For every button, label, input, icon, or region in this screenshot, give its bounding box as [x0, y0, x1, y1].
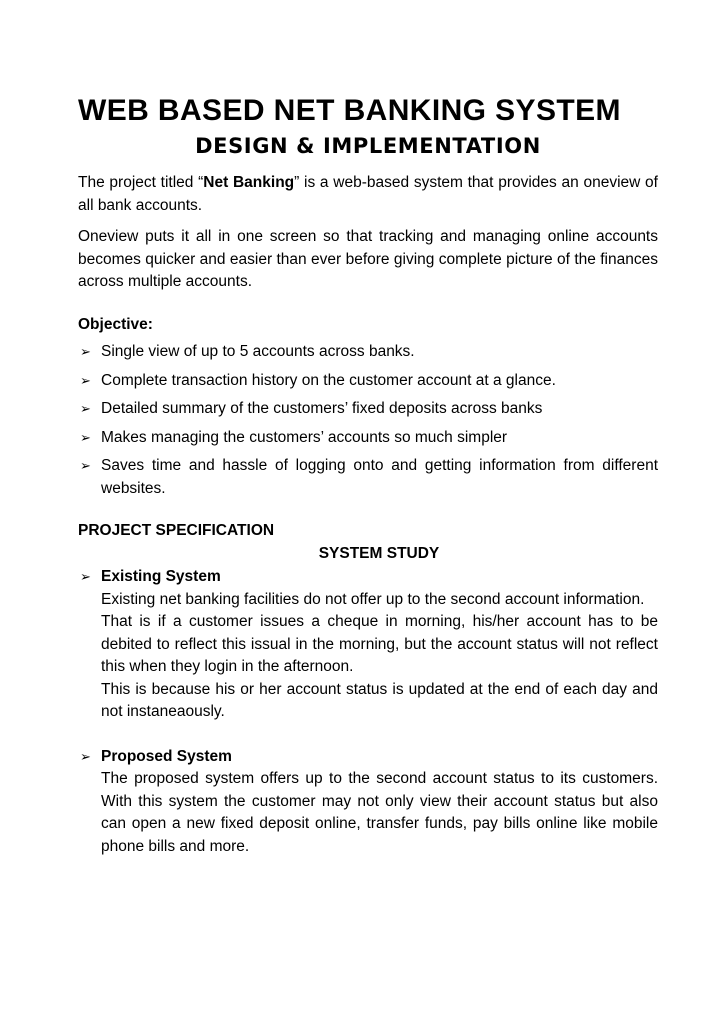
arrow-bullet-icon: ➢	[80, 748, 91, 764]
list-item	[78, 427, 658, 450]
proposed-system-paragraph: The proposed system offers up to the second account status to its customers. With this system the customer may not only view their account status but also can open a new fixed deposit online, transfer funds, pay bills online like mobile phone bills and more.	[101, 770, 658, 855]
intro-text-after: ” is a web-based system that provides an oneview of all bank accounts.	[78, 174, 658, 214]
objective-list	[78, 341, 658, 500]
document-subtitle: DESIGN & IMPLEMENTATION	[195, 134, 541, 158]
existing-system-title: Existing System	[101, 568, 221, 585]
proposed-system-title: Proposed System	[101, 747, 232, 765]
existing-system-paragraph: Existing net banking facilities do not offer up to the second account information.	[101, 590, 645, 608]
arrow-bullet-icon: ➢	[80, 344, 91, 359]
existing-system-paragraph: That is if a customer issues a cheque in morning, his/her account has to be debited to reflect this issual in the morning, but the account status will not reflect this when they login in the afternoon.	[101, 613, 658, 675]
proposed-system-section	[78, 746, 658, 859]
objective-text: Saves time and hassle of logging onto and getting information from different websites.	[101, 457, 658, 497]
objective-text: Detailed summary of the customers’ fixed deposits across banks	[101, 400, 543, 417]
list-item	[78, 455, 658, 500]
arrow-bullet-icon: ➢	[80, 429, 91, 445]
project-specification-heading: PROJECT SPECIFICATION	[78, 522, 275, 539]
intro-text-before: The project titled “	[78, 174, 204, 191]
arrow-bullet-icon: ➢	[80, 372, 91, 388]
list-item	[78, 370, 658, 393]
objective-heading: Objective:	[78, 315, 153, 333]
objective-text: Single view of up to 5 accounts across banks.	[101, 343, 415, 360]
system-study-heading: SYSTEM STUDY	[318, 544, 440, 562]
arrow-bullet-icon: ➢	[80, 569, 91, 584]
document-body	[78, 172, 658, 880]
objective-text: Complete transaction history on the customer account at a glance.	[101, 371, 556, 389]
intro-paragraph-1	[78, 172, 658, 217]
system-list	[78, 566, 658, 858]
list-item	[78, 341, 658, 364]
intro-bold-term: Net Banking	[203, 174, 295, 191]
arrow-bullet-icon: ➢	[80, 401, 91, 416]
objective-text: Makes managing the customers’ accounts so much simpler	[101, 428, 508, 446]
list-item	[78, 398, 658, 421]
arrow-bullet-icon: ➢	[80, 458, 91, 473]
intro-paragraph-2: Oneview puts it all in one screen so that tracking and managing online accounts becomes quicker and easier than ever before giving complete picture of the finances across multiple accounts.	[78, 228, 658, 290]
document-title: WEB BASED NET BANKING SYSTEM	[78, 94, 621, 127]
existing-system-section	[78, 566, 658, 724]
existing-system-paragraph: This is because his or her account status is updated at the end of each day and not instaneaously.	[101, 680, 658, 720]
